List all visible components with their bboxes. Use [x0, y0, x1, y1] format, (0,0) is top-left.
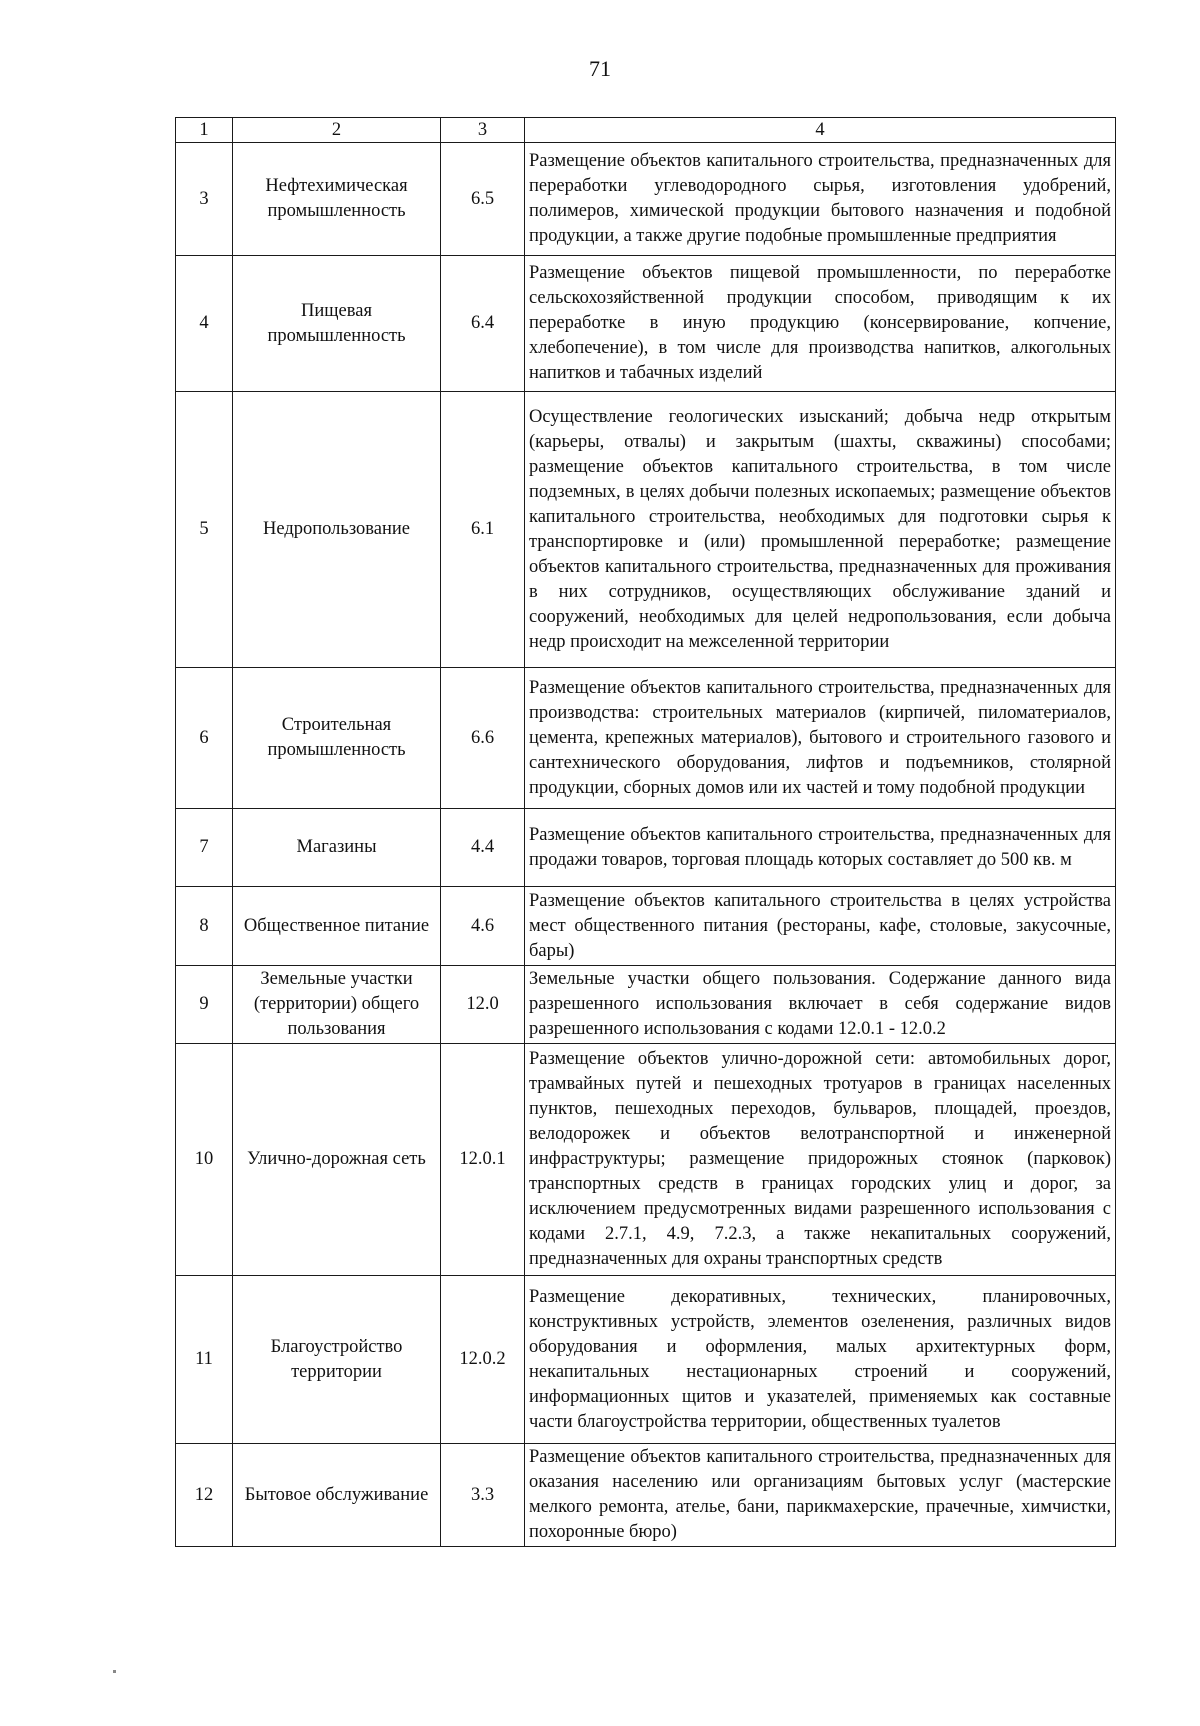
column-header-number: 1: [176, 118, 233, 143]
use-type-description: Размещение декоративных, технических, планировочных, конструктивных устройств, элементов озеленения, различных видов оборудования и оформления, малых архитектурных форм, некапитальных нестационарных строений и сооружений, информационных щитов и указателей, применяемых как составные части благоустройства территории, общественных туалетов: [525, 1276, 1116, 1444]
column-header-code: 3: [441, 118, 525, 143]
page-number: 71: [589, 56, 611, 81]
use-type-code: 4.6: [441, 887, 525, 966]
land-use-table: [175, 117, 1116, 1547]
use-type-code: 6.5: [441, 143, 525, 256]
use-type-name: Земельные участки (территории) общего пользования: [233, 966, 441, 1044]
table-row: [176, 668, 1116, 809]
use-type-name: Нефтехимическая промышленность: [233, 143, 441, 256]
use-type-name: Магазины: [233, 809, 441, 887]
row-number: 7: [176, 809, 233, 887]
table-row: [176, 809, 1116, 887]
use-type-code: 12.0: [441, 966, 525, 1044]
use-type-description: Земельные участки общего пользования. Содержание данного вида разрешенного использования включает в себя содержание видов разрешенного использования с кодами 12.0.1 - 12.0.2: [525, 966, 1116, 1044]
row-number: 9: [176, 966, 233, 1044]
table-row: [176, 143, 1116, 256]
row-number: 11: [176, 1276, 233, 1444]
use-type-code: 12.0.1: [441, 1044, 525, 1276]
use-type-name: Пищевая промышленность: [233, 256, 441, 392]
use-type-description: Размещение объектов капитального строительства, предназначенных для продажи товаров, торговая площадь которых составляет до 500 кв. м: [525, 809, 1116, 887]
table-row: [176, 1276, 1116, 1444]
use-type-description: Размещение объектов капитального строительства в целях устройства мест общественного питания (рестораны, кафе, столовые, закусочные, бары): [525, 887, 1116, 966]
row-number: 5: [176, 392, 233, 668]
use-type-description: Размещение объектов улично-дорожной сети: автомобильных дорог, трамвайных путей и пешеходных тротуаров в границах населенных пунктов, пешеходных переходов, бульваров, площадей, проездов, велодорожек и объектов велотранспортной и инженерной инфраструктуры; размещение придорожных стоянок (парковок) транспортных средств в границах городских улиц и дорог, за исключением предусмотренных видами разрешенного использования с кодами 2.7.1, 4.9, 7.2.3, а также некапитальных сооружений, предназначенных для охраны транспортных средств: [525, 1044, 1116, 1276]
use-type-description: Размещение объектов пищевой промышленности, по переработке сельскохозяйственной продукции способом, приводящим к их переработке в иную продукцию (консервирование, копчение, хлебопечение), в том числе для производства напитков, алкогольных напитков и табачных изделий: [525, 256, 1116, 392]
scan-speck: [113, 1670, 116, 1673]
use-type-name: Общественное питание: [233, 887, 441, 966]
use-type-name: Бытовое обслуживание: [233, 1444, 441, 1547]
use-type-code: 6.4: [441, 256, 525, 392]
column-header-description: 4: [525, 118, 1116, 143]
row-number: 8: [176, 887, 233, 966]
use-type-code: 3.3: [441, 1444, 525, 1547]
use-type-code: 6.1: [441, 392, 525, 668]
table-row: [176, 392, 1116, 668]
row-number: 10: [176, 1044, 233, 1276]
table-row: [176, 966, 1116, 1044]
use-type-name: Улично-дорожная сеть: [233, 1044, 441, 1276]
table-row: [176, 256, 1116, 392]
table-header-row: [176, 118, 1116, 143]
use-type-description: Осуществление геологических изысканий; добыча недр открытым (карьеры, отвалы) и закрытым (шахты, скважины) способами; размещение объектов капитального строительства, в том числе подземных, в целях добычи полезных ископаемых; размещение объектов капитального строительства, необходимых для подготовки сырья к транспортировке и (или) промышленной переработке; размещение объектов капитального строительства, предназначенных для проживания в них сотрудников, осуществляющих обслуживание зданий и сооружений, необходимых для целей недропользования, если добыча недр происходит на межселенной территории: [525, 392, 1116, 668]
table-row: [176, 1444, 1116, 1547]
use-type-description: Размещение объектов капитального строительства, предназначенных для производства: строительных материалов (кирпичей, пиломатериалов, цемента, крепежных материалов), бытового и строительного газового и сантехнического оборудования, лифтов и подъемников, столярной продукции, сборных домов или их частей и тому подобной продукции: [525, 668, 1116, 809]
table-row: [176, 887, 1116, 966]
row-number: 3: [176, 143, 233, 256]
column-header-name: 2: [233, 118, 441, 143]
use-type-name: Строительная промышленность: [233, 668, 441, 809]
table-row: [176, 1044, 1116, 1276]
use-type-description: Размещение объектов капитального строительства, предназначенных для переработки углеводородного сырья, изготовления удобрений, полимеров, химической продукции бытового назначения и подобной продукции, а также другие подобные промышленные предприятия: [525, 143, 1116, 256]
row-number: 4: [176, 256, 233, 392]
use-type-code: 4.4: [441, 809, 525, 887]
use-type-name: Благоустройство территории: [233, 1276, 441, 1444]
use-type-code: 12.0.2: [441, 1276, 525, 1444]
use-type-code: 6.6: [441, 668, 525, 809]
row-number: 12: [176, 1444, 233, 1547]
use-type-name: Недропользование: [233, 392, 441, 668]
row-number: 6: [176, 668, 233, 809]
use-type-description: Размещение объектов капитального строительства, предназначенных для оказания населению или организациям бытовых услуг (мастерские мелкого ремонта, ателье, бани, парикмахерские, прачечные, химчистки, похоронные бюро): [525, 1444, 1116, 1547]
